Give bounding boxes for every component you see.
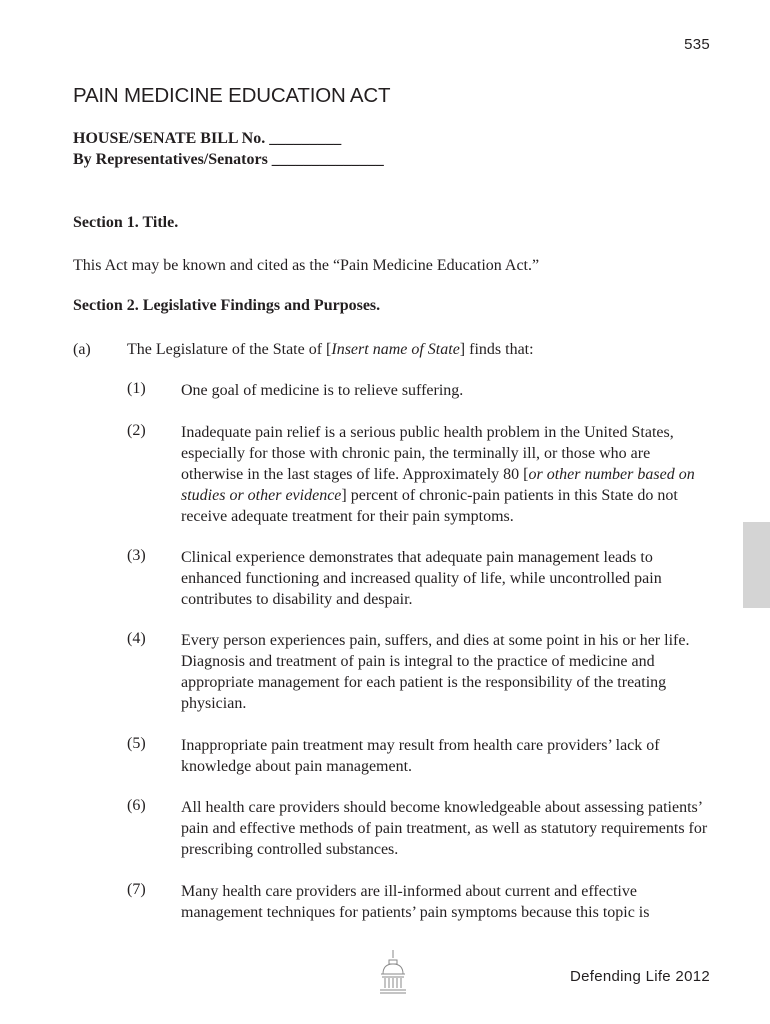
footer-brand: Defending — [570, 968, 642, 985]
sponsor-line: By Representatives/Senators ______________ — [73, 151, 384, 168]
number-placeholder: or other number based on studies or other evidence — [181, 466, 695, 504]
finding-4-text: Every person experiences pain, suffers, and dies at some point in his or her life. Diagnosis and treatment of pain is integral to the practice of medicine and appropriate management for each patient is the responsibility of the treating physician. — [181, 632, 690, 712]
finding-3-number: (3) — [127, 547, 146, 564]
finding-6-number: (6) — [127, 797, 146, 814]
subsection-a-label: (a) — [73, 341, 91, 358]
footer-year: 2012 — [675, 968, 710, 985]
subsection-a-text: The Legislature of the State of [Insert name of State] finds that: — [127, 341, 534, 358]
finding-2-text: Inadequate pain relief is a serious public health problem in the United States, especially for those with chronic pain, the terminally ill, or those who are otherwise in the last stages of life. Approximately 80 [or other number based on studies or other evidence] percent of chronic-pain patients in this State do not receive adequate treatment for their pain symptoms. — [181, 424, 695, 525]
finding-7-number: (7) — [127, 881, 146, 898]
finding-1-text: One goal of medicine is to relieve suffering. — [181, 382, 464, 399]
capitol-dome-icon — [378, 948, 408, 1000]
finding-1-number: (1) — [127, 380, 146, 397]
footer-publication — [570, 968, 710, 985]
finding-6-text: All health care providers should become knowledgeable about assessing patients’ pain and effective methods of pain treatment, as well as statutory requirements for prescribing controlled substances. — [181, 799, 708, 858]
section-1-heading: Section 1. Title. — [73, 214, 179, 231]
state-name-placeholder: Insert name of State — [331, 341, 460, 358]
finding-2-number: (2) — [127, 422, 146, 439]
finding-5-text: Inappropriate pain treatment may result from health care providers’ lack of knowledge about pain management. — [181, 737, 660, 775]
bill-number-line: HOUSE/SENATE BILL No. _________ — [73, 130, 342, 147]
finding-4-number: (4) — [127, 630, 146, 647]
section-2-heading: Section 2. Legislative Findings and Purposes. — [73, 297, 381, 314]
footer-brand-2: Life — [645, 968, 671, 985]
act-title: PAIN MEDICINE EDUCATION ACT — [73, 84, 391, 107]
finding-3-text: Clinical experience demonstrates that adequate pain management leads to enhanced functioning and increased quality of life, while uncontrolled pain contributes to disability and despair. — [181, 549, 662, 608]
section-1-text: This Act may be known and cited as the “Pain Medicine Education Act.” — [73, 257, 540, 274]
finding-7-text: Many health care providers are ill-informed about current and effective management techniques for patients’ pain symptoms because this topic is — [181, 883, 650, 921]
finding-5-number: (5) — [127, 735, 146, 752]
page-number: 535 — [684, 36, 710, 53]
side-thumb-tab — [743, 522, 770, 608]
